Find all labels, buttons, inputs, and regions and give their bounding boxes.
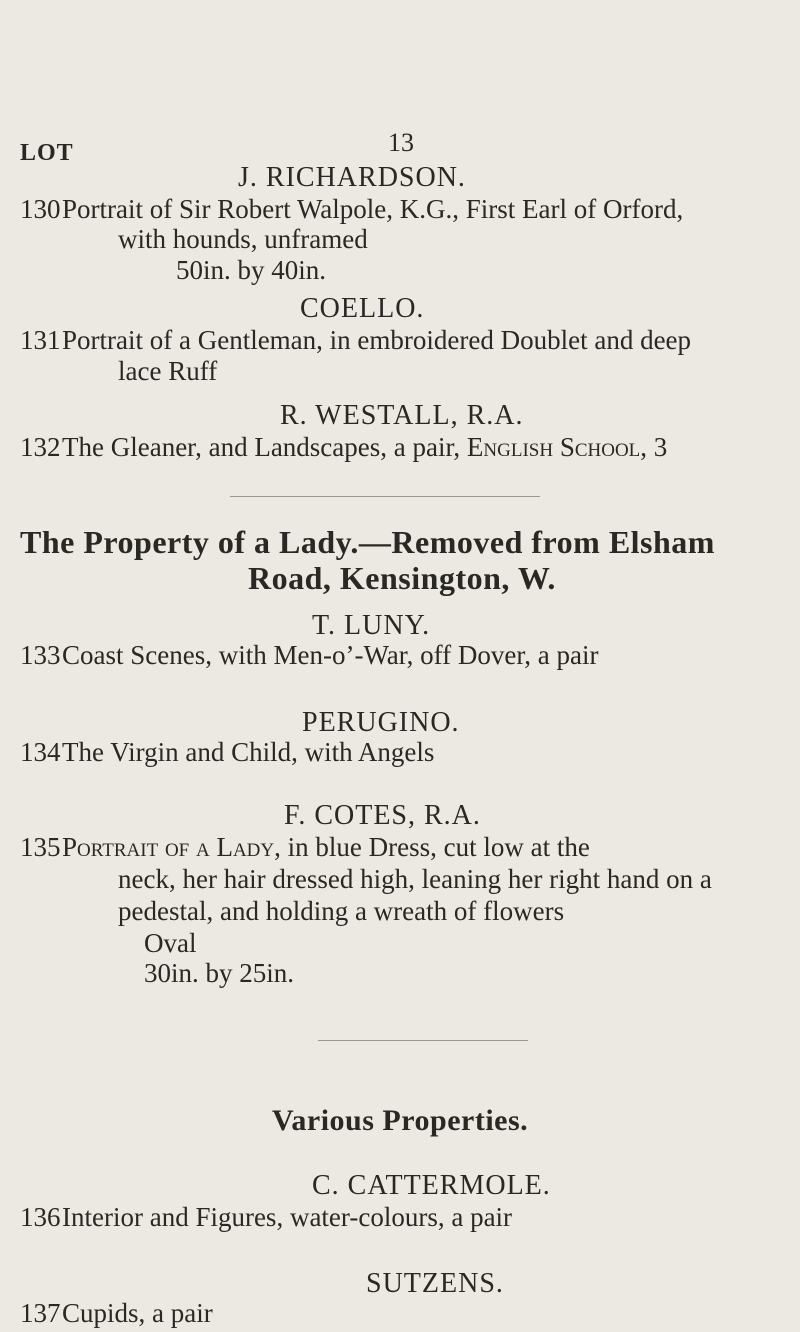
lot-school: English School, [466,432,648,462]
artist-name: C. CATTERMOLE. [312,1170,551,1201]
lot-description: Interior and Figures, water-colours, a pair [62,1202,513,1232]
lot-format: Oval [144,928,197,958]
lot-description: Portrait of Sir Robert Walpole, K.G., First Earl of Orford, [62,194,684,224]
lot-dimensions: 30in. by 25in. [144,958,295,988]
artist-name: COELLO. [300,293,425,324]
lot-number: 130 [20,194,61,224]
artist-name: R. WESTALL, R.A. [280,400,524,431]
artist-name: SUTZENS. [366,1268,504,1299]
artist-name: PERUGINO. [302,707,460,738]
lot-number: 134 [20,737,61,767]
lot-description-line: pedestal, and holding a wreath of flowers [118,896,565,926]
lot-number: 136 [20,1202,61,1232]
lot-number: 133 [20,640,61,670]
lot-title: The Gleaner, and Landscapes, a pair, [62,432,461,462]
section-divider [230,496,540,497]
lot-description-text: in blue Dress, cut low at the [280,832,590,862]
lot-quantity: 3 [653,432,668,462]
lot-description: The Virgin and Child, with Angels [62,737,435,767]
lot-description: Cupids, a pair [62,1298,213,1328]
lot-description-line: with hounds, unframed [118,224,368,254]
lot-number: 137 [20,1298,61,1328]
lot-description-line: neck, her hair dressed high, leaning her right hand on a [118,864,712,894]
section-divider [318,1040,528,1041]
lot-dimensions: 50in. by 40in. [176,255,327,285]
page-number: 13 [388,128,414,157]
property-heading: The Property of a Lady.—Removed from Elsham [20,524,715,560]
lot-number: 135 [20,832,61,862]
various-heading: Various Properties. [272,1104,529,1137]
artist-name: T. LUNY. [312,610,431,641]
lot-description [62,432,667,463]
lot-description: Portrait of a Gentleman, in embroidered Doublet and deep [62,325,692,355]
artist-name: F. COTES, R.A. [284,800,481,831]
lot-description [62,832,590,863]
lot-description: Coast Scenes, with Men-o’-War, off Dover, a pair [62,640,599,670]
lot-number: 131 [20,325,61,355]
lot-title: Portrait of a Lady, [62,832,281,862]
artist-name: J. RICHARDSON. [238,162,466,193]
property-heading-line2: Road, Kensington, W. [248,560,556,596]
lot-column-header: LOT [20,140,74,166]
lot-description-line: lace Ruff [118,356,218,386]
lot-number: 132 [20,432,61,462]
